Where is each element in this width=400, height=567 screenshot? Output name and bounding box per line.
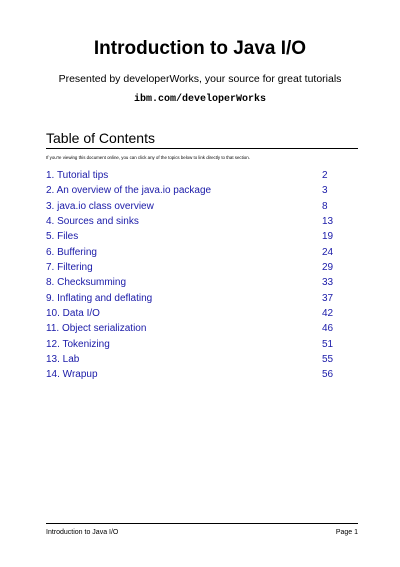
toc-entry xyxy=(46,230,358,245)
toc-entry xyxy=(46,169,358,184)
page-subtitle: Presented by developerWorks, your source for great tutorials xyxy=(58,73,342,85)
toc-entry-link[interactable]: 14. Wrapup xyxy=(46,369,98,381)
toc-entry-link[interactable]: 3. java.io class overview xyxy=(46,200,154,212)
toc-entry-link[interactable]: 11. Object serialization xyxy=(46,323,147,335)
toc-entry-link[interactable]: 10. Data I/O xyxy=(46,308,100,320)
toc-entry xyxy=(46,246,358,261)
toc-entry-link[interactable]: 8. Checksumming xyxy=(46,277,127,289)
toc-divider xyxy=(46,148,358,149)
toc-entry-page[interactable]: 56 xyxy=(322,369,334,381)
toc-entry xyxy=(46,276,358,291)
toc-entry-page[interactable]: 46 xyxy=(322,323,334,335)
toc-entry xyxy=(46,353,358,368)
toc-entry-page[interactable]: 55 xyxy=(322,354,334,366)
toc-entry xyxy=(46,338,358,353)
toc-entry xyxy=(46,307,358,322)
toc-entry-page[interactable]: 33 xyxy=(322,277,334,289)
toc-entry-link[interactable]: 6. Buffering xyxy=(46,246,97,258)
page-title: Introduction to Java I/O xyxy=(93,38,307,59)
toc-entry xyxy=(46,215,358,230)
toc-entry-page[interactable]: 24 xyxy=(322,246,334,258)
toc-entry xyxy=(46,368,358,383)
toc-entry-link[interactable]: 2. An overview of the java.io package xyxy=(46,185,212,197)
toc-entry xyxy=(46,322,358,337)
toc-entry-page[interactable]: 3 xyxy=(322,185,328,197)
toc-entry xyxy=(46,184,358,199)
toc-entry-link[interactable]: 12. Tokenizing xyxy=(46,338,110,350)
toc-entry-page[interactable]: 13 xyxy=(322,216,334,228)
toc-entry xyxy=(46,292,358,307)
toc-entry-page[interactable]: 2 xyxy=(322,170,328,181)
toc-entry-page[interactable]: 42 xyxy=(322,308,334,320)
toc-entry-link[interactable]: 4. Sources and sinks xyxy=(46,216,139,228)
toc-note: If you're viewing this document online, you can click any of the topics below to link directly to that section. xyxy=(46,155,250,160)
toc-entry-page[interactable]: 37 xyxy=(322,292,334,304)
toc-entry-link[interactable]: 9. Inflating and deflating xyxy=(46,292,153,304)
footer-document-title: Introduction to Java I/O xyxy=(46,529,119,536)
toc-entry xyxy=(46,200,358,215)
toc-entry-link[interactable]: 5. Files xyxy=(46,231,79,243)
site-url: ibm.com/developerWorks xyxy=(133,94,267,105)
toc-entry xyxy=(46,261,358,276)
toc-entry-link[interactable]: 13. Lab xyxy=(46,354,80,366)
toc-entry-page[interactable]: 29 xyxy=(322,262,334,274)
toc-list xyxy=(46,169,358,384)
footer-divider xyxy=(46,523,358,524)
toc-entry-page[interactable]: 51 xyxy=(322,338,334,350)
toc-entry-page[interactable]: 19 xyxy=(322,231,334,243)
footer-page-number: Page 1 xyxy=(335,529,358,536)
toc-entry-link[interactable]: 7. Filtering xyxy=(46,262,93,274)
toc-heading: Table of Contents xyxy=(46,130,155,146)
toc-entry-page[interactable]: 8 xyxy=(322,200,328,212)
toc-entry-link[interactable]: 1. Tutorial tips xyxy=(46,170,109,181)
